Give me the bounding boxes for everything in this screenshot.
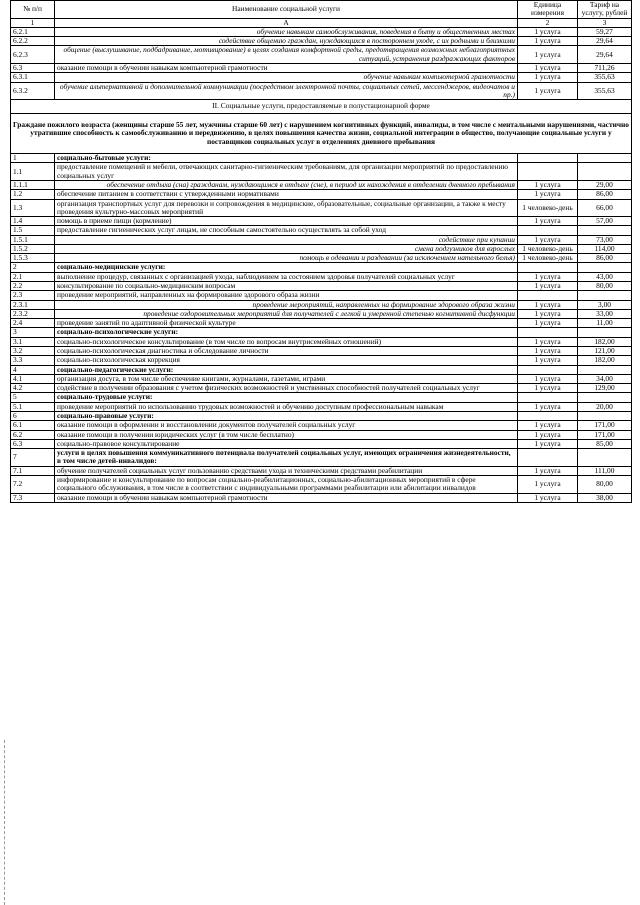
row-service-name: выполнение процедур, связанных с организацией ухода, наблюдением за состоянием здоровья получателей социальных услуг (55, 272, 518, 281)
table-row (11, 374, 632, 383)
row-number: 2.3.2 (11, 309, 55, 318)
row-service-name: помощь в приеме пищи (кормление) (55, 217, 518, 226)
col-header-unit: Единица измерения (518, 1, 578, 19)
row-rate: 57,00 (578, 217, 632, 226)
row-number: 2.4 (11, 319, 55, 328)
table-row (11, 439, 632, 448)
row-unit (518, 328, 578, 337)
row-number: 6.3 (11, 63, 55, 72)
row-number: 7.3 (11, 493, 55, 502)
table-row (11, 365, 632, 374)
row-number: 1.1.1 (11, 180, 55, 189)
table-row (11, 300, 632, 309)
col-header-num: № п/п (11, 1, 55, 19)
col-header-rate: Тариф на услугу, рублей (578, 1, 632, 19)
row-number: 2.2 (11, 282, 55, 291)
table-row (11, 37, 632, 46)
table-row (11, 466, 632, 475)
row-unit: 1 услуга (518, 493, 578, 502)
row-service-name: проведение мероприятий по использованию трудовых возможностей и обучению доступным профессиональным навыкам (55, 402, 518, 411)
row-rate: 171,00 (578, 421, 632, 430)
row-rate: 29,00 (578, 180, 632, 189)
row-number: 3.1 (11, 337, 55, 346)
row-rate: 3,00 (578, 300, 632, 309)
row-unit (518, 449, 578, 467)
row-unit: 1 услуга (518, 63, 578, 72)
row-service-name: помощь в одевании и раздевании (за исключением нательного белья) (55, 254, 518, 263)
row-service-name: содействие при купании (55, 235, 518, 244)
row-service-name: социально-трудовые услуги: (55, 393, 518, 402)
row-rate: 182,00 (578, 356, 632, 365)
row-number: 1.5.3 (11, 254, 55, 263)
row-rate: 73,00 (578, 235, 632, 244)
row-service-name: смена подгузников для взрослых (55, 244, 518, 253)
table-row (11, 291, 632, 300)
row-number: 2.3.1 (11, 300, 55, 309)
row-unit: 1 услуга (518, 402, 578, 411)
tariff-table (10, 0, 632, 503)
col-index: 3 (578, 18, 632, 27)
row-rate (578, 263, 632, 272)
table-row (11, 421, 632, 430)
row-service-name: организация досуга, в том числе обеспечение книгами, журналами, газетами, играми (55, 374, 518, 383)
table-row (11, 254, 632, 263)
row-unit (518, 411, 578, 420)
row-rate: 355,63 (578, 82, 632, 100)
row-service-name: оказание помощи в оформлении и восстановлении документов получателей социальных услуг (55, 421, 518, 430)
row-service-name: проведение мероприятий, направленных на формирование здорового образа жизни (55, 291, 518, 300)
row-rate: 86,00 (578, 190, 632, 199)
col-index: А (55, 18, 518, 27)
table-row (11, 199, 632, 217)
row-rate: 171,00 (578, 430, 632, 439)
row-service-name: обучение навыкам самообслуживания, поведения в быту и общественных местах (55, 27, 518, 36)
row-service-name: оказание помощи в обучении навыкам компьютерной грамотности (55, 493, 518, 502)
row-number: 7.2 (11, 475, 55, 493)
row-rate (578, 154, 632, 163)
row-rate: 85,00 (578, 439, 632, 448)
row-rate: 355,63 (578, 73, 632, 82)
row-service-name: обеспечение питанием в соответствии с утвержденными нормативами (55, 190, 518, 199)
table-row (11, 347, 632, 356)
table-row (11, 282, 632, 291)
row-rate: 129,00 (578, 384, 632, 393)
row-unit: 1 услуга (518, 374, 578, 383)
table-row (11, 63, 632, 72)
row-rate: 34,00 (578, 374, 632, 383)
row-service-name: социально-правовое консультирование (55, 439, 518, 448)
row-service-name: содействие общению граждан, нуждающихся в постороннем уходе, с их родными и близкими (55, 37, 518, 46)
row-rate (578, 365, 632, 374)
row-unit: 1 услуга (518, 190, 578, 199)
row-unit (518, 226, 578, 235)
row-unit: 1 услуга (518, 309, 578, 318)
row-unit (518, 393, 578, 402)
row-unit (518, 291, 578, 300)
table-row (11, 154, 632, 163)
row-number: 3.2 (11, 347, 55, 356)
table-row (11, 46, 632, 64)
row-number: 6.2.3 (11, 46, 55, 64)
row-service-name: информирование и консультирование по вопросам социально-реабилитационных, социально-абилитационных мероприятий в сфере социального обслуживания, в том числе в соответствии с индивидуальными программами реабилитации или абилитации инвалидов (55, 475, 518, 493)
row-number: 3.3 (11, 356, 55, 365)
table-row (11, 235, 632, 244)
row-number: 1.5.1 (11, 235, 55, 244)
row-unit (518, 163, 578, 181)
row-number: 2.3 (11, 291, 55, 300)
section-title: II. Социальные услуги, предоставляемые в полустационарной форме (11, 100, 632, 114)
row-unit: 1 услуга (518, 421, 578, 430)
row-rate (578, 411, 632, 420)
row-number: 1.5.2 (11, 244, 55, 253)
table-row (11, 319, 632, 328)
row-number: 1.3 (11, 199, 55, 217)
row-unit: 1 услуга (518, 319, 578, 328)
row-number: 6.3.2 (11, 82, 55, 100)
row-number: 1.4 (11, 217, 55, 226)
table-row (11, 337, 632, 346)
row-number: 1.5 (11, 226, 55, 235)
row-service-name: социально-медицинские услуги: (55, 263, 518, 272)
row-rate: 29,64 (578, 46, 632, 64)
row-service-name: обучение навыкам компьютерной грамотности (55, 73, 518, 82)
row-unit: 1 человеко-день (518, 254, 578, 263)
row-number: 1.2 (11, 190, 55, 199)
row-number: 6.3 (11, 439, 55, 448)
table-row (11, 217, 632, 226)
table-row (11, 309, 632, 318)
row-unit: 1 услуга (518, 466, 578, 475)
row-number: 7 (11, 449, 55, 467)
row-service-name: проведение мероприятий, направленных на формирование здорового образа жизни (55, 300, 518, 309)
table-row (11, 384, 632, 393)
row-unit: 1 услуга (518, 430, 578, 439)
row-unit: 1 услуга (518, 300, 578, 309)
row-service-name: содействие в получении образования с учетом физических возможностей и умственных способностей получателей социальных услуг (55, 384, 518, 393)
row-unit (518, 365, 578, 374)
row-rate: 111,00 (578, 466, 632, 475)
row-service-name: консультирование по социально-медицинским вопросам (55, 282, 518, 291)
row-unit: 1 услуга (518, 27, 578, 36)
row-unit: 1 человеко-день (518, 244, 578, 253)
section-desc-row (11, 114, 632, 154)
table-row (11, 475, 632, 493)
row-number: 6 (11, 411, 55, 420)
row-service-name: проведение занятий по адаптивной физической культуре (55, 319, 518, 328)
row-unit: 1 услуга (518, 217, 578, 226)
row-number: 1.1 (11, 163, 55, 181)
table-row (11, 27, 632, 36)
row-rate: 121,00 (578, 347, 632, 356)
row-service-name: социально-психологические услуги: (55, 328, 518, 337)
table-row (11, 430, 632, 439)
table-row (11, 226, 632, 235)
row-unit: 1 услуга (518, 337, 578, 346)
row-unit: 1 услуга (518, 347, 578, 356)
row-rate: 59,27 (578, 27, 632, 36)
row-rate: 711,26 (578, 63, 632, 72)
row-service-name: проведение оздоровительных мероприятий для получателей с легкой и умеренной степенью когнитивной дисфункции (55, 309, 518, 318)
row-unit (518, 263, 578, 272)
table-row (11, 180, 632, 189)
row-rate (578, 291, 632, 300)
row-number: 6.2.1 (11, 27, 55, 36)
row-unit: 1 услуга (518, 82, 578, 100)
row-number: 2 (11, 263, 55, 272)
row-service-name: предоставление помещений и мебели, отвечающих санитарно-гигиеническим требованиям, для организации мероприятий по предоставлению социальных услуг (55, 163, 518, 181)
row-rate: 33,00 (578, 309, 632, 318)
row-unit: 1 услуга (518, 180, 578, 189)
row-number: 4 (11, 365, 55, 374)
row-unit: 1 человеко-день (518, 199, 578, 217)
row-service-name: социально-правовые услуги: (55, 411, 518, 420)
row-unit: 1 услуга (518, 282, 578, 291)
row-service-name: социально-бытовые услуги: (55, 154, 518, 163)
row-service-name: услуги в целях повышения коммуникативного потенциала получателей социальных услуг, имеющих ограничения жизнедеятельности, в том числе детей-инвалидов: (55, 449, 518, 467)
row-number: 7.1 (11, 466, 55, 475)
row-service-name: обеспечение отдыха (сна) гражданам, нуждающимся в отдыхе (сне), в период их нахождения в отделении дневного пребывания (55, 180, 518, 189)
row-rate: 38,00 (578, 493, 632, 502)
row-number: 4.2 (11, 384, 55, 393)
row-unit: 1 услуга (518, 235, 578, 244)
table-row (11, 411, 632, 420)
col-index: 2 (518, 18, 578, 27)
row-number: 1 (11, 154, 55, 163)
table-row (11, 163, 632, 181)
row-unit: 1 услуга (518, 439, 578, 448)
row-unit: 1 услуга (518, 73, 578, 82)
row-rate (578, 163, 632, 181)
table-row (11, 402, 632, 411)
row-rate (578, 393, 632, 402)
row-rate: 20,00 (578, 402, 632, 411)
row-unit: 1 услуга (518, 272, 578, 281)
row-unit: 1 услуга (518, 384, 578, 393)
row-rate (578, 449, 632, 467)
row-unit: 1 услуга (518, 475, 578, 493)
row-number: 6.2.2 (11, 37, 55, 46)
row-rate: 114,00 (578, 244, 632, 253)
margin-mark (4, 740, 6, 905)
table-row (11, 356, 632, 365)
row-rate: 86,00 (578, 254, 632, 263)
row-service-name: социально-психологическая коррекция (55, 356, 518, 365)
row-unit: 1 услуга (518, 37, 578, 46)
table-row (11, 449, 632, 467)
table-row (11, 82, 632, 100)
col-index: 1 (11, 18, 55, 27)
table-row (11, 272, 632, 281)
row-rate: 80,00 (578, 282, 632, 291)
row-rate (578, 328, 632, 337)
table-header-row (11, 1, 632, 19)
row-rate: 29,64 (578, 37, 632, 46)
row-service-name: общение (выслушивание, подбадривание, мотивирование) в целях создания комфортной среды, предотвращения возможных неблагоприятных ситуаций, устранения раздражающих факторов (55, 46, 518, 64)
table-row (11, 244, 632, 253)
row-rate: 182,00 (578, 337, 632, 346)
table-row (11, 73, 632, 82)
table-index-row (11, 18, 632, 27)
row-unit: 1 услуга (518, 356, 578, 365)
col-header-name: Наименование социальной услуги (55, 1, 518, 19)
row-service-name: оказание помощи в обучении навыкам компьютерной грамотности (55, 63, 518, 72)
table-row (11, 263, 632, 272)
row-number: 6.3.1 (11, 73, 55, 82)
row-number: 6.2 (11, 430, 55, 439)
row-unit: 1 услуга (518, 46, 578, 64)
row-number: 5 (11, 393, 55, 402)
row-service-name: социально-педагогические услуги: (55, 365, 518, 374)
row-service-name: обучение альтернативной и дополнительной коммуникации (посредством электронной почты, социальных сетей, мессенджеров, видеочатов и пр.) (55, 82, 518, 100)
row-service-name: организация транспортных услуг для перевозки и сопровождения в медицинские, образовательные, социальные организации, а также к месту проведения культурно-массовых мероприятий (55, 199, 518, 217)
row-unit (518, 154, 578, 163)
row-rate (578, 226, 632, 235)
row-rate: 66,00 (578, 199, 632, 217)
row-number: 6.1 (11, 421, 55, 430)
row-service-name: социально-психологическое консультирование (в том числе по вопросам внутрисемейных отношений) (55, 337, 518, 346)
row-service-name: оказание помощи в получении юридических услуг (в том числе бесплатно) (55, 430, 518, 439)
table-row (11, 328, 632, 337)
row-number: 5.1 (11, 402, 55, 411)
section-title-row (11, 100, 632, 114)
section-description: Граждане пожилого возраста (женщины старше 55 лет, мужчины старше 60 лет) с нарушением когнитивных функций, инвалиды, в том числе с ментальными нарушениями, частично утратившие способность к самообслуживанию и передвижению, в целях повышения качества жизни, социальной интеграции в общество, получающие социальные услуги у поставщиков социальных услуг в отделениях дневного пребывания (11, 114, 632, 154)
row-rate: 43,00 (578, 272, 632, 281)
row-service-name: обучение получателей социальных услуг пользованию средствами ухода и техническими средствами реабилитации (55, 466, 518, 475)
row-service-name: социально-психологическая диагностика и обследование личности (55, 347, 518, 356)
row-service-name: предоставление гигиенических услуг лицам, не способным самостоятельно осуществлять за собой уход (55, 226, 518, 235)
row-number: 4.1 (11, 374, 55, 383)
table-row (11, 493, 632, 502)
row-number: 3 (11, 328, 55, 337)
row-rate: 11,00 (578, 319, 632, 328)
table-row (11, 393, 632, 402)
row-rate: 80,00 (578, 475, 632, 493)
table-row (11, 190, 632, 199)
row-number: 2.1 (11, 272, 55, 281)
